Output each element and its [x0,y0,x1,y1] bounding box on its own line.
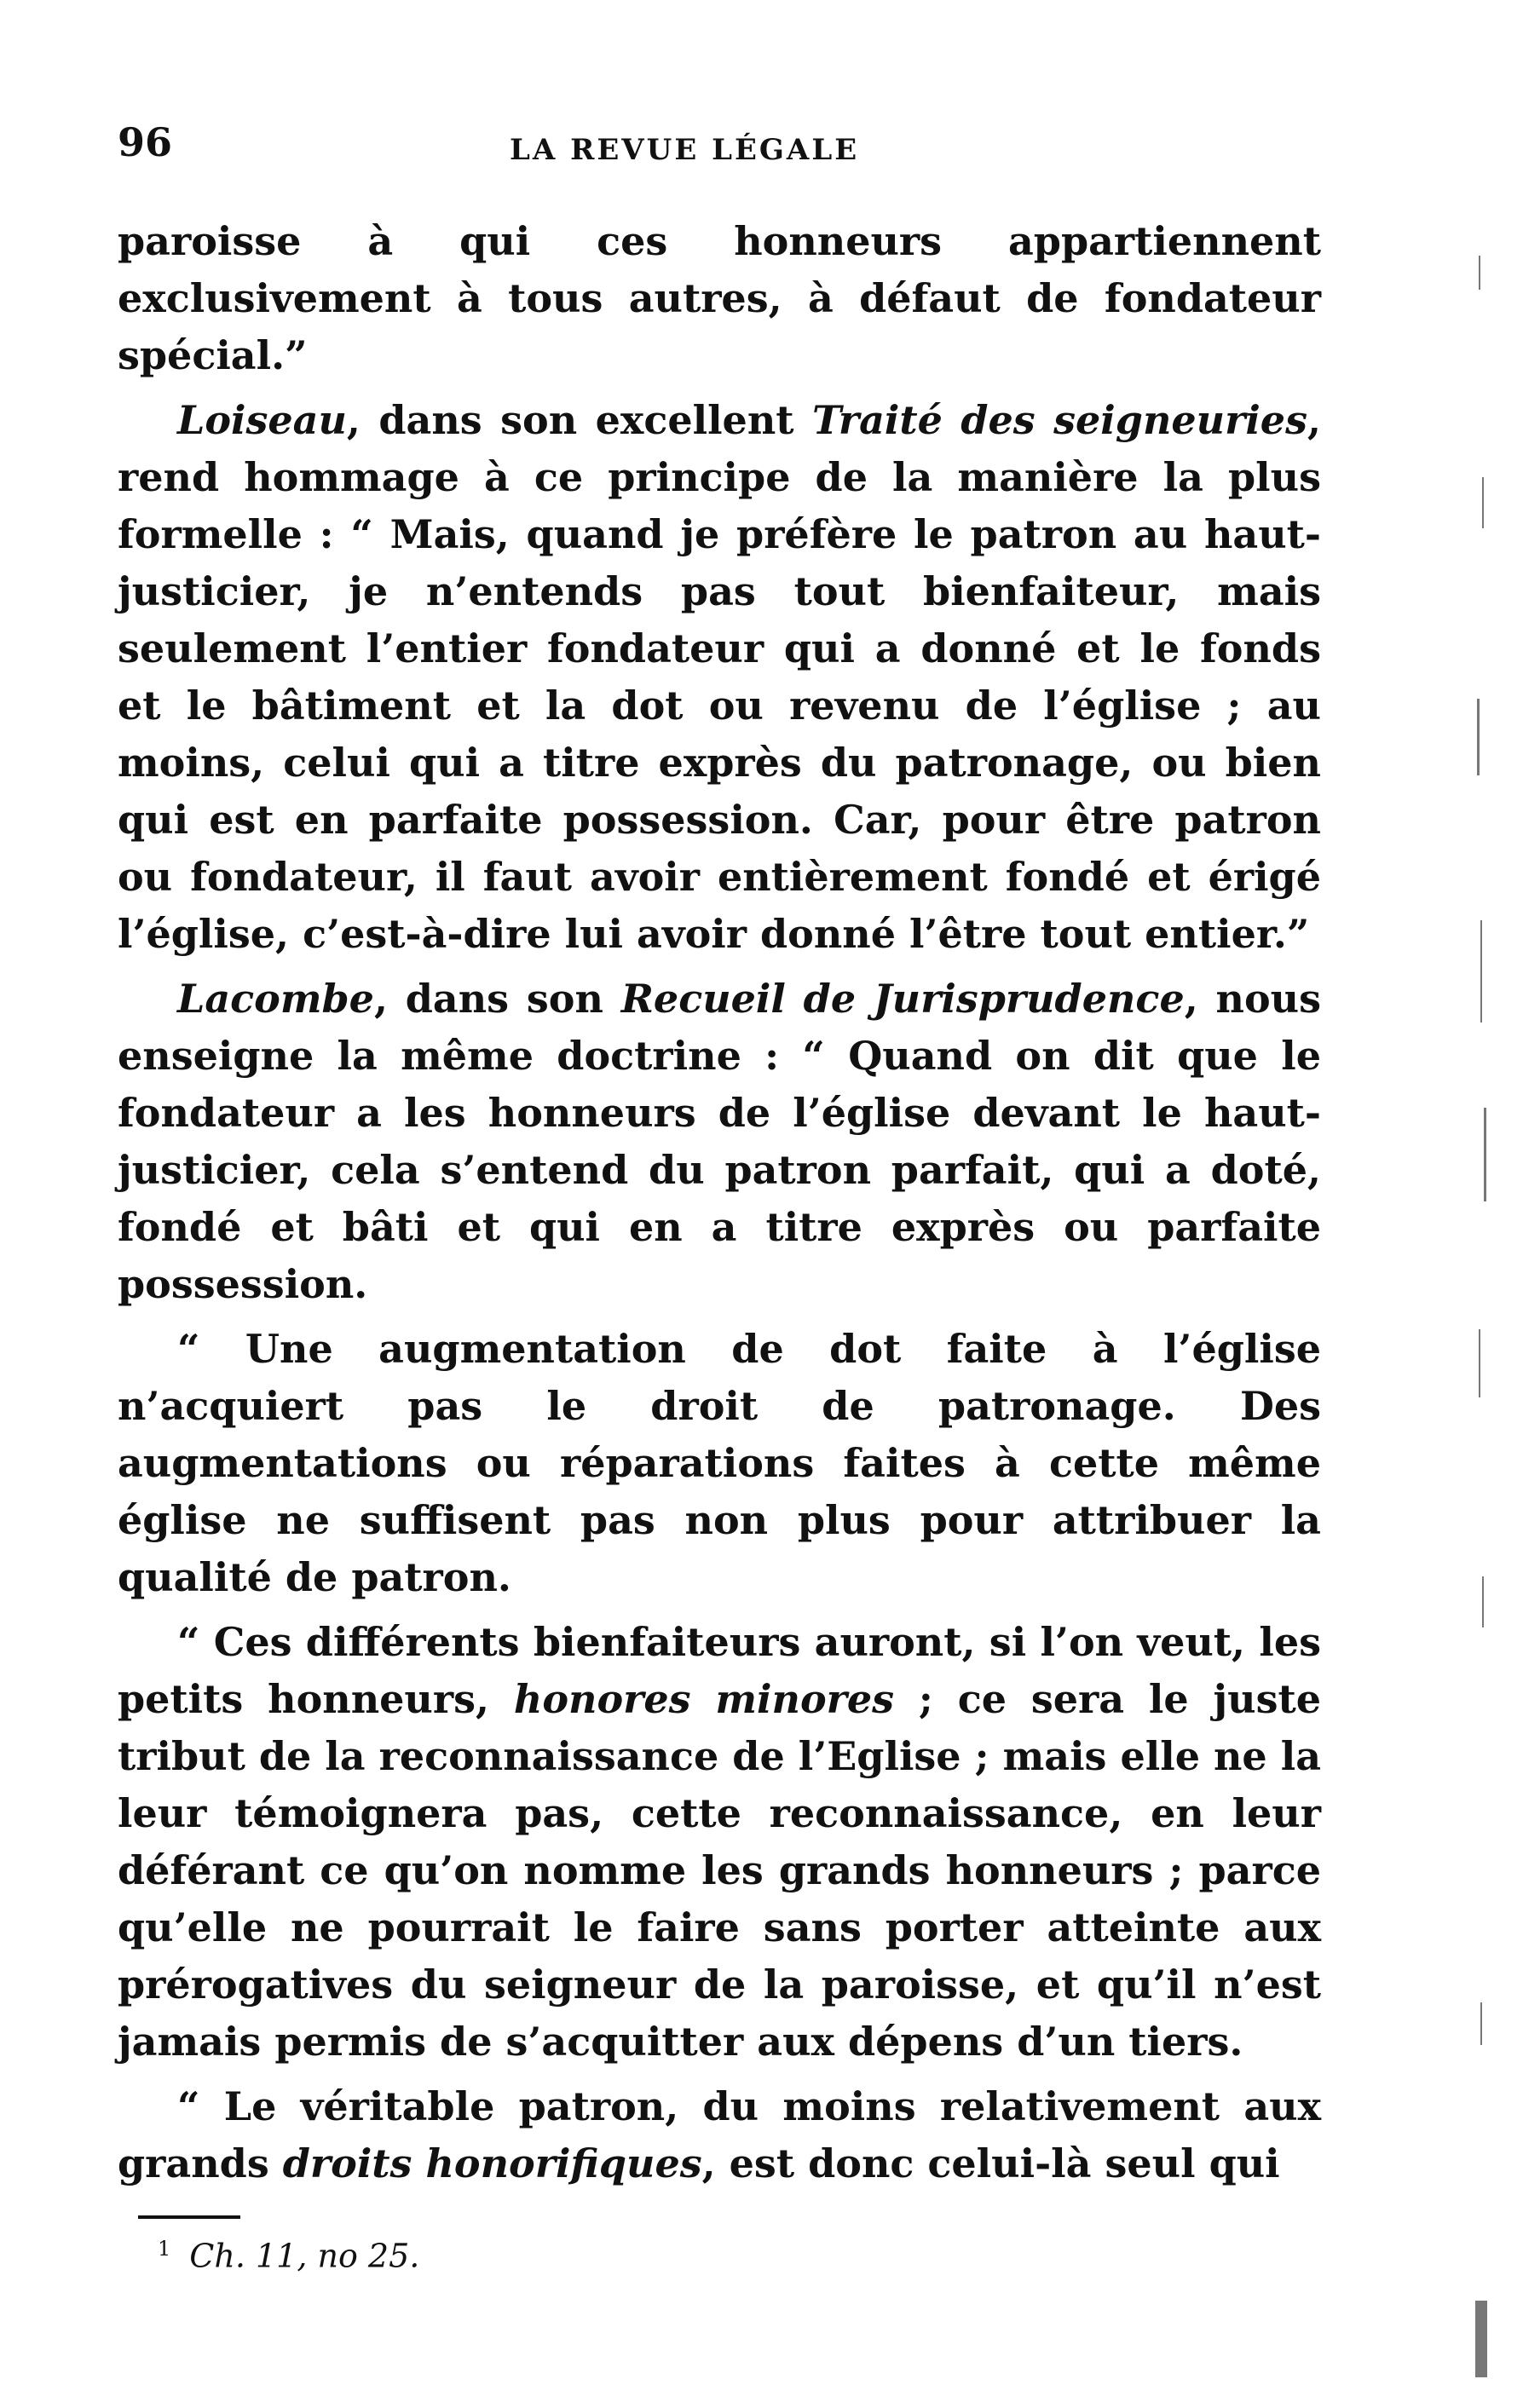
paragraph [118,2078,1321,2192]
text-run: , est donc celui-là seul qui [701,2140,1280,2186]
footnote [158,2237,419,2275]
scan-margin-noise [1462,0,1523,2408]
paragraph [118,213,1321,384]
text-run: , nous enseigne la même doctrine : “ Quand on dit que le fondateur a les honneurs de l’église devant le haut-justicier, cela s’entend du patron parfait, qui a doté, fondé et bâti et qui en a titre exprès ou parfaite possession. [118,976,1321,1307]
journal-title: LA REVUE LÉGALE [510,133,860,167]
paragraph [118,971,1321,1313]
footnote-text: Ch. 11, no 25. [189,2237,420,2275]
text-run: , dans son excellent [346,397,812,443]
italic-text: Loiseau [177,397,347,443]
text-run: “ Le véritable patron, du moins relativement aux grands [118,2083,1321,2186]
footnote-rule [138,2215,240,2219]
text-run: ; ce sera le juste tribut de la reconnaissance de l’Eglise ; mais elle ne la leur témoignera pas, cette reconnaissance, en leur déférant ce qu’on nomme les grands honneurs ; parce qu’elle ne pourrait le faire sans porter atteinte aux prérogatives du seigneur de la paroisse, et qu’il n’est jamais permis de s’acquitter aux dépens d’un tiers. [118,1676,1322,2065]
italic-text: Recueil de Jurisprudence [620,976,1185,1022]
body-text [118,213,1321,2200]
paragraph [118,1614,1321,2071]
footnote-marker: 1 [158,2237,171,2261]
text-run: paroisse à qui ces honneurs appartiennent exclusivement à tous autres, à défaut de fondateur spécial.” [118,218,1321,378]
italic-text: Traité des seigneuries [811,397,1307,443]
text-run: , rend hommage à ce principe de la manière la plus formelle : “ Mais, quand je préfère le patron au haut-justicier, je n’entends pas tout bienfaiteur, mais seulement l’entier fondateur qui a donné et le fonds et le bâtiment et la dot ou revenu de l’église ; au moins, celui qui a titre exprès du patronage, ou bien qui est en parfaite possession. Car, pour être patron ou fondateur, il faut avoir entièrement fondé et érigé l’église, c’est-à-dire lui avoir donné l’être tout entier.” [118,397,1321,957]
text-run: “ Ces différents bienfaiteurs auront, si l’on veut, les petits honneurs, [118,1619,1321,1722]
paragraph [118,392,1321,963]
paragraph [118,1321,1321,1606]
text-run: , dans son [373,976,621,1022]
running-head [118,119,1328,179]
italic-text: Lacombe [177,976,374,1022]
page-number: 96 [118,119,173,165]
text-run: “ Une augmentation de dot faite à l’église n’acquiert pas le droit de patronage. Des augmentations ou réparations faites à cette même église ne suffisent pas non plus pour attribuer la qualité de patron. [118,1326,1321,1600]
italic-text: droits honorifiques [282,2140,702,2186]
italic-text: honores minores [513,1676,895,1722]
